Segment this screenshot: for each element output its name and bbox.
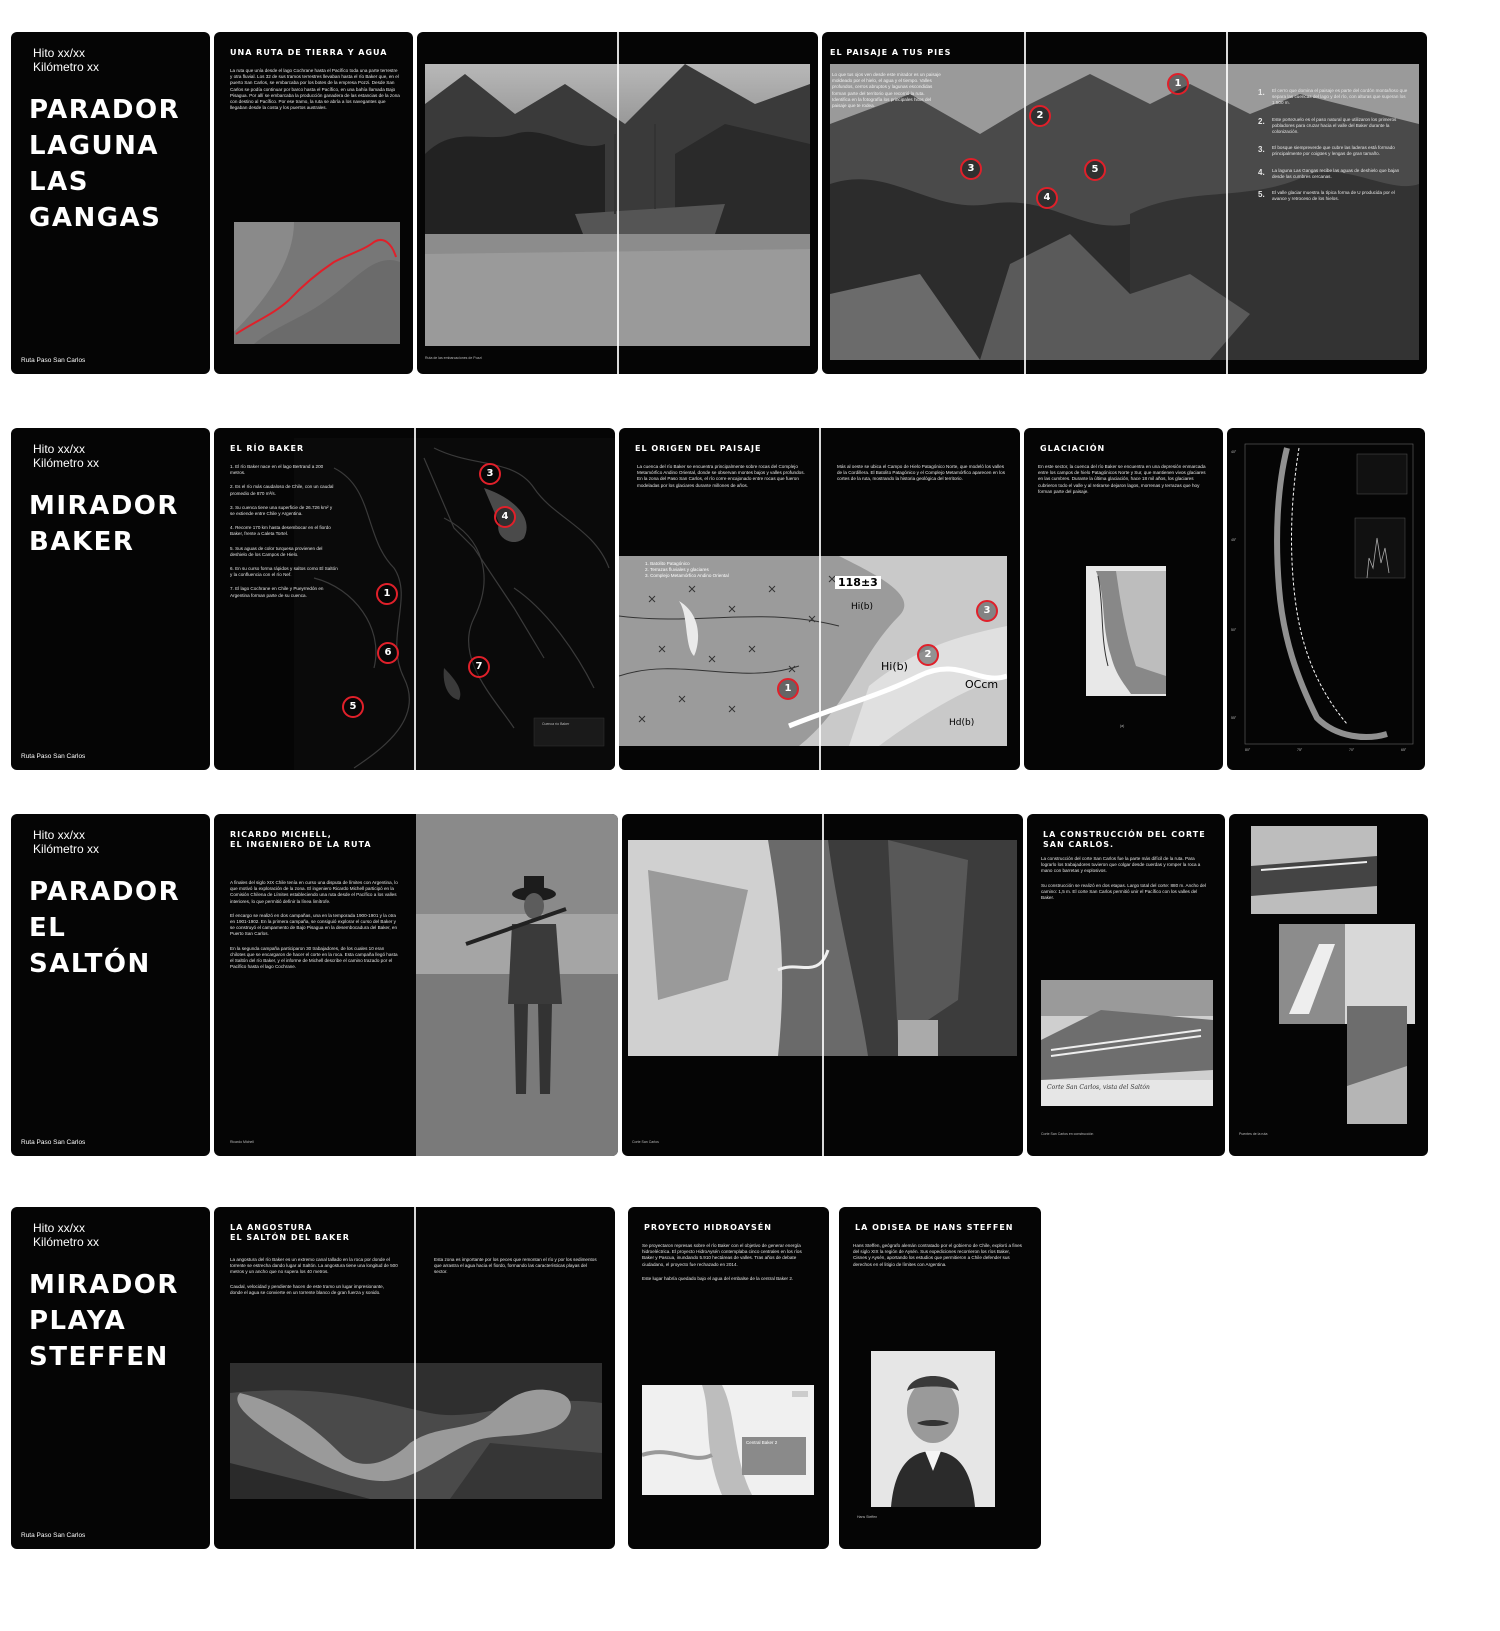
spread-rio-baker xyxy=(214,428,615,770)
lat-tick: 55° xyxy=(1231,716,1237,720)
page-title: EL PAISAJE A TUS PIES xyxy=(830,48,952,57)
page-title: LA ANGOSTURA EL SALTÓN DEL BAKER xyxy=(230,1223,350,1242)
page-title: RICARDO MICHELL, EL INGENIERO DE LA RUTA xyxy=(230,830,372,849)
page-fold xyxy=(822,814,824,1156)
cover-title: PARADOR LAGUNA LAS GANGAS xyxy=(29,95,181,233)
cover-footer: Ruta Paso San Carlos xyxy=(21,1139,86,1146)
cover-panel xyxy=(11,428,210,770)
page-fold xyxy=(1226,32,1228,374)
marker-3: 3 xyxy=(479,463,501,485)
cover-panel xyxy=(11,814,210,1156)
angostura-aerial-photo xyxy=(230,1363,602,1499)
spread-paisaje-a-tus-pies xyxy=(822,32,1427,374)
marker-1: 1 xyxy=(777,678,799,700)
photo-spread-boats xyxy=(417,32,818,374)
ricardo-michell-portrait xyxy=(416,814,618,1156)
spread-la-angostura xyxy=(214,1207,615,1549)
page-title: UNA RUTA DE TIERRA Y AGUA xyxy=(230,48,388,57)
lon-tick: 65° xyxy=(1401,748,1407,752)
page-body: Hans Steffen, geógrafo alemán contratado por el gobierno de Chile, exploró a fines del siglo XIX la región de Aysén. Sus expediciones recorrieron los ríos Baker, Cisnes y Aysén, aportando los estudios que permitieron a Chile defender sus derechos en el litigio de límites con Argentina. xyxy=(853,1243,1022,1267)
spread-origen-paisaje xyxy=(619,428,1020,770)
hito-label: Hito xx/xx Kilómetro xx xyxy=(33,1221,100,1249)
landscape-numbered-list xyxy=(1258,88,1408,212)
page-puentes-collage xyxy=(1229,814,1428,1156)
angostura-photo-svg xyxy=(230,1363,602,1499)
marker-4: 4 xyxy=(494,506,516,528)
geology-legend: 1. Batolito Patagónico 2. Terrazas fluviales y glaciares 3. Complejo Metamórfico Andino Oriental xyxy=(645,561,729,579)
figure-caption: (a) xyxy=(1120,724,1125,728)
map-label: Hi(b) xyxy=(851,602,874,612)
page-title: LA ODISEA DE HANS STEFFEN xyxy=(855,1223,1014,1232)
page-body-2: Más al oeste se ubica el Campo de Hielo Patagónico Norte, que modeló los valles de la Cordillera. El Batolito Patagónico y el Complejo Metamórfico aparecen en los cortes de la ruta, mostrando la historia geológica del territorio. xyxy=(837,464,1006,482)
map-label: 118±3 xyxy=(835,576,881,589)
cover-panel xyxy=(11,1207,210,1549)
river-facts: 1. El río Baker nace en el lago Bertrand a 200 metros. 2. Es el río más caudaloso de Chile, con un caudal promedio de 870 m³/s. 3. Su cuenca tiene una superficie de 26.726 km² y se extiende entre Chile y Argentina. 4. Recorre 170 km hasta desembocar en el fiordo Baker, frente a Caleta Tortel. 5. Sus aguas de color turquesa provienen del deshielo de los Campos de Hielo. 6. En su curso forma rápidos y saltos como El Saltón y la confluencia con el río Nef. 7. El lago Cochrane en Chile y Pueyrredón en Argentina forman parte de su cuenca. xyxy=(230,464,338,598)
bridge-photo-1-svg xyxy=(1251,826,1377,914)
page-title: EL RÍO BAKER xyxy=(230,444,305,453)
page-body: La ruta que unía desde el lago Cochrane hasta el Pacífico toda una parte terrestre y otra fluvial. Los 32 de sus tramos terrestres llevaban hasta el río Baker que, en el puerto San Carlos, se embarcaba por los botes de la empresa Pozzi. Desde San Carlos se podía continuar por barco hasta el Pacífico, en una bahía llamada Bajo Pisagua. Por allí se embarcaba la producción ganadera de las estancias de la zona con destino al Pacífico. Por ese tramo, la ruta se abría a los navegantes que llegaban desde la costa y los puertos australes. xyxy=(230,68,400,111)
page-title: LA CONSTRUCCIÓN DEL CORTE SAN CARLOS. xyxy=(1043,830,1206,849)
cover-panel xyxy=(11,32,210,374)
marker-1: 1 xyxy=(1167,73,1189,95)
page-body: En este sector, la cuenca del río Baker se encuentra en una depresión enmarcada entre los campos de hielo Patagónicos Norte y Sur, que mantienen vivos glaciares en las cumbres. Durante la última glaciación, hace 18 mil años, los glaciares cubrieron todo el valle y al retirarse dejaron lagos, morrenas y terrazas que hoy forman parte del paisaje. xyxy=(1038,464,1206,494)
page-odisea-hans-steffen xyxy=(839,1207,1041,1549)
hito-label: Hito xx/xx Kilómetro xx xyxy=(33,828,100,856)
page-construccion-corte xyxy=(1027,814,1225,1156)
marker-4: 4 xyxy=(1036,187,1058,209)
page-ice-chart xyxy=(1227,428,1425,770)
page-body: La construcción del corte San Carlos fue la parte más difícil de la ruta. Para lograrlo los trabajadores tuvieron que colgar desde cuerdas y romper la roca a mano con barretas y explosivos. Su construcción se realizó en dos etapas. Largo total del corte: 880 m. Ancho del camino: 1,5 m. El corte San Carlos permitió unir el Pacífico con los valles del Baker. xyxy=(1041,856,1206,901)
map-legend: Cuenca río Baker xyxy=(542,722,570,726)
row-laguna-las-gangas xyxy=(0,32,1500,374)
list-item: 5. El valle glaciar muestra la típica forma de U producida por el avance y retroceso de los hielos. xyxy=(1258,190,1395,202)
photo-caption: Hans Steffen xyxy=(857,1515,878,1519)
row-mirador-baker xyxy=(0,428,1500,770)
hito-label: Hito xx/xx Kilómetro xx xyxy=(33,46,100,74)
steffen-portrait-svg xyxy=(871,1351,995,1507)
page-ruta-tierra-agua xyxy=(214,32,413,374)
marker-7: 7 xyxy=(468,656,490,678)
map-label: Hi(b) xyxy=(881,660,908,673)
glacier-extent-map xyxy=(1086,566,1166,696)
photo-spread-corte xyxy=(622,814,1023,1156)
glacier-map-svg xyxy=(1086,566,1166,696)
marker-1: 1 xyxy=(376,583,398,605)
list-item: 2. Este portezuelo es el paso natural que utilizaron los primeros pobladores para cruzar hacia el valle del Baker durante la colonización. xyxy=(1258,116,1397,135)
page-fold xyxy=(414,1207,416,1549)
cover-footer: Ruta Paso San Carlos xyxy=(21,1532,86,1539)
portrait-svg xyxy=(416,814,618,1156)
marker-5: 5 xyxy=(1084,159,1106,181)
cover-title: MIRADOR BAKER xyxy=(29,491,179,557)
page-title: GLACIACIÓN xyxy=(1040,444,1106,453)
photo-caption: Ricardo Michell xyxy=(230,1140,254,1144)
lon-tick: 70° xyxy=(1349,748,1355,752)
list-item: 1. El cerro que domina el paisaje es parte del cordón montañoso que separa las cuencas del lago y del río, con alturas que superan los 1.500 m. xyxy=(1258,88,1408,106)
page-body: La angostura del río Baker es un extremo canal tallado en la roca por donde el torrente se estrecha dando lugar al Saltón. La angostura tiene una longitud de 500 metros y un ancho que no supera los 40 metros. Caudal, velocidad y pendiente hacen de este tramo un lugar impresionante, donde el agua se convierte en un torrente blanco de gran fuerza y sonido. xyxy=(230,1257,398,1295)
bridge-photo-3-svg xyxy=(1347,1006,1407,1124)
cover-title: PARADOR EL SALTÓN xyxy=(29,877,181,979)
page-fold xyxy=(819,428,821,770)
cover-footer: Ruta Paso San Carlos xyxy=(21,357,86,364)
photo-caption: Puentes de la ruta xyxy=(1239,1132,1268,1136)
marker-5: 5 xyxy=(342,696,364,718)
page-body: Lo que tus ojos ven desde este mirador es un paisaje moldeado por el hielo, el agua y el tiempo. Valles profundos, cerros abruptos y lagunas escondidas forman parte del territorio que recorrió la ruta. Identifica en la fotografía los principales hitos del paisaje que te rodea. xyxy=(832,72,941,109)
page-fold xyxy=(414,428,416,770)
handwritten-caption: Corte San Carlos, vista del Saltón xyxy=(1047,1084,1150,1091)
bridge-photo-3 xyxy=(1347,1006,1407,1124)
hidroaysen-map-svg xyxy=(642,1385,814,1495)
marker-2: 2 xyxy=(1029,105,1051,127)
row-mirador-playa-steffen xyxy=(0,1207,1500,1549)
route-map-svg xyxy=(234,222,400,344)
photo-caption: Ruta de las embarcaciones de Pozzi xyxy=(425,356,482,360)
spread-ricardo-michell xyxy=(214,814,618,1156)
page-title: EL ORIGEN DEL PAISAJE xyxy=(635,444,762,453)
lat-tick: 50° xyxy=(1231,628,1237,632)
map-callout-title: Central Baker 2 xyxy=(746,1440,778,1445)
list-item: 3. El bosque siempreverde que cubre las laderas está formado principalmente por coigües y lengas de gran tamaño. xyxy=(1258,145,1395,157)
marker-3: 3 xyxy=(976,600,998,622)
page-proyecto-hidroaysen xyxy=(628,1207,829,1549)
row-parador-el-salton xyxy=(0,814,1500,1156)
marker-2: 2 xyxy=(917,644,939,666)
lon-tick: 75° xyxy=(1297,748,1303,752)
marker-6: 6 xyxy=(377,642,399,664)
hito-label: Hito xx/xx Kilómetro xx xyxy=(33,442,100,470)
page-body: A finales del siglo XIX Chile tenía en curso una disputa de límites con Argentina, lo que motivó la exploración de la zona. El ingeniero Ricardo Michell participó en la Comisión Chilena de Límites estableciendo una ruta desde el Pacífico a los valles interiores, lo que permitió definir la línea limítrofe. El encargo se realizó en dos campañas, una en la temporada 1900-1901 y la otra en 1901-1902. En la primera campaña, se consiguió explorar el curso del Baker y se construyó el campamento de Bajo Pisagua en la desembocadura del Baker, en Puerto San Carlos. En la segunda campaña participaron 30 trabajadores, de los cuales 10 eran chilotes que se encargaron de hacer el corte en la roca. Esta campaña llegó hasta el Saltón del río Baker, y el informe de Michell describe el camino trazado por el Pacífico hasta el lago Cochrane. xyxy=(230,880,398,970)
lat-tick: 45° xyxy=(1231,538,1237,542)
hans-steffen-portrait xyxy=(871,1351,995,1507)
construction-photo xyxy=(1041,980,1213,1106)
cover-title: MIRADOR PLAYA STEFFEN xyxy=(29,1270,179,1372)
hidroaysen-map xyxy=(642,1385,814,1495)
marker-3: 3 xyxy=(960,158,982,180)
map-label: OCcm xyxy=(965,678,999,691)
page-glaciacion xyxy=(1024,428,1223,770)
page-fold xyxy=(1024,32,1026,374)
page-body: La cuenca del río Baker se encuentra principalmente sobre rocas del Complejo Metamórfico Andino Oriental, donde se observan montes bajos y valles profundos. En la zona del Paso San Carlos, el río corre encajonado entre rocas que fueron modeladas por los glaciares durante millones de años. xyxy=(637,464,805,488)
photo-caption: Corte San Carlos xyxy=(632,1140,659,1144)
list-item: 4. La laguna Las Gangas recibe las aguas de deshielo que bajan desde las cumbres cercanas. xyxy=(1258,167,1400,179)
lat-tick: 40° xyxy=(1231,450,1237,454)
map-label: Hd(b) xyxy=(949,718,975,728)
page-body-2: Esta zona es importante por los peces que remontan el río y por los sedimentos que arrastra el agua hacia el fiordo, formando las características playas del sector. xyxy=(434,1257,597,1275)
bridge-photo-1 xyxy=(1251,826,1377,914)
page-fold xyxy=(617,32,619,374)
cover-footer: Ruta Paso San Carlos xyxy=(21,753,86,760)
page-title: PROYECTO HIDROAYSÉN xyxy=(644,1223,772,1232)
route-map-image xyxy=(234,222,400,344)
photo-caption: Corte San Carlos en construcción xyxy=(1041,1132,1094,1136)
patagonia-ice-chart xyxy=(1227,428,1425,770)
lon-tick: 80° xyxy=(1245,748,1251,752)
page-body: Se proyectaron represas sobre el río Baker con el objetivo de generar energía hidroeléctrica. El proyecto HidroAysén contemplaba cinco centrales en los ríos Baker y Pascua, inundando 5.910 hectáreas de valles. Tras años de debate ciudadano, el proyecto fue rechazado en 2014. Este lugar habría quedado bajo el agua del embalse de la central Baker 2. xyxy=(642,1243,802,1281)
